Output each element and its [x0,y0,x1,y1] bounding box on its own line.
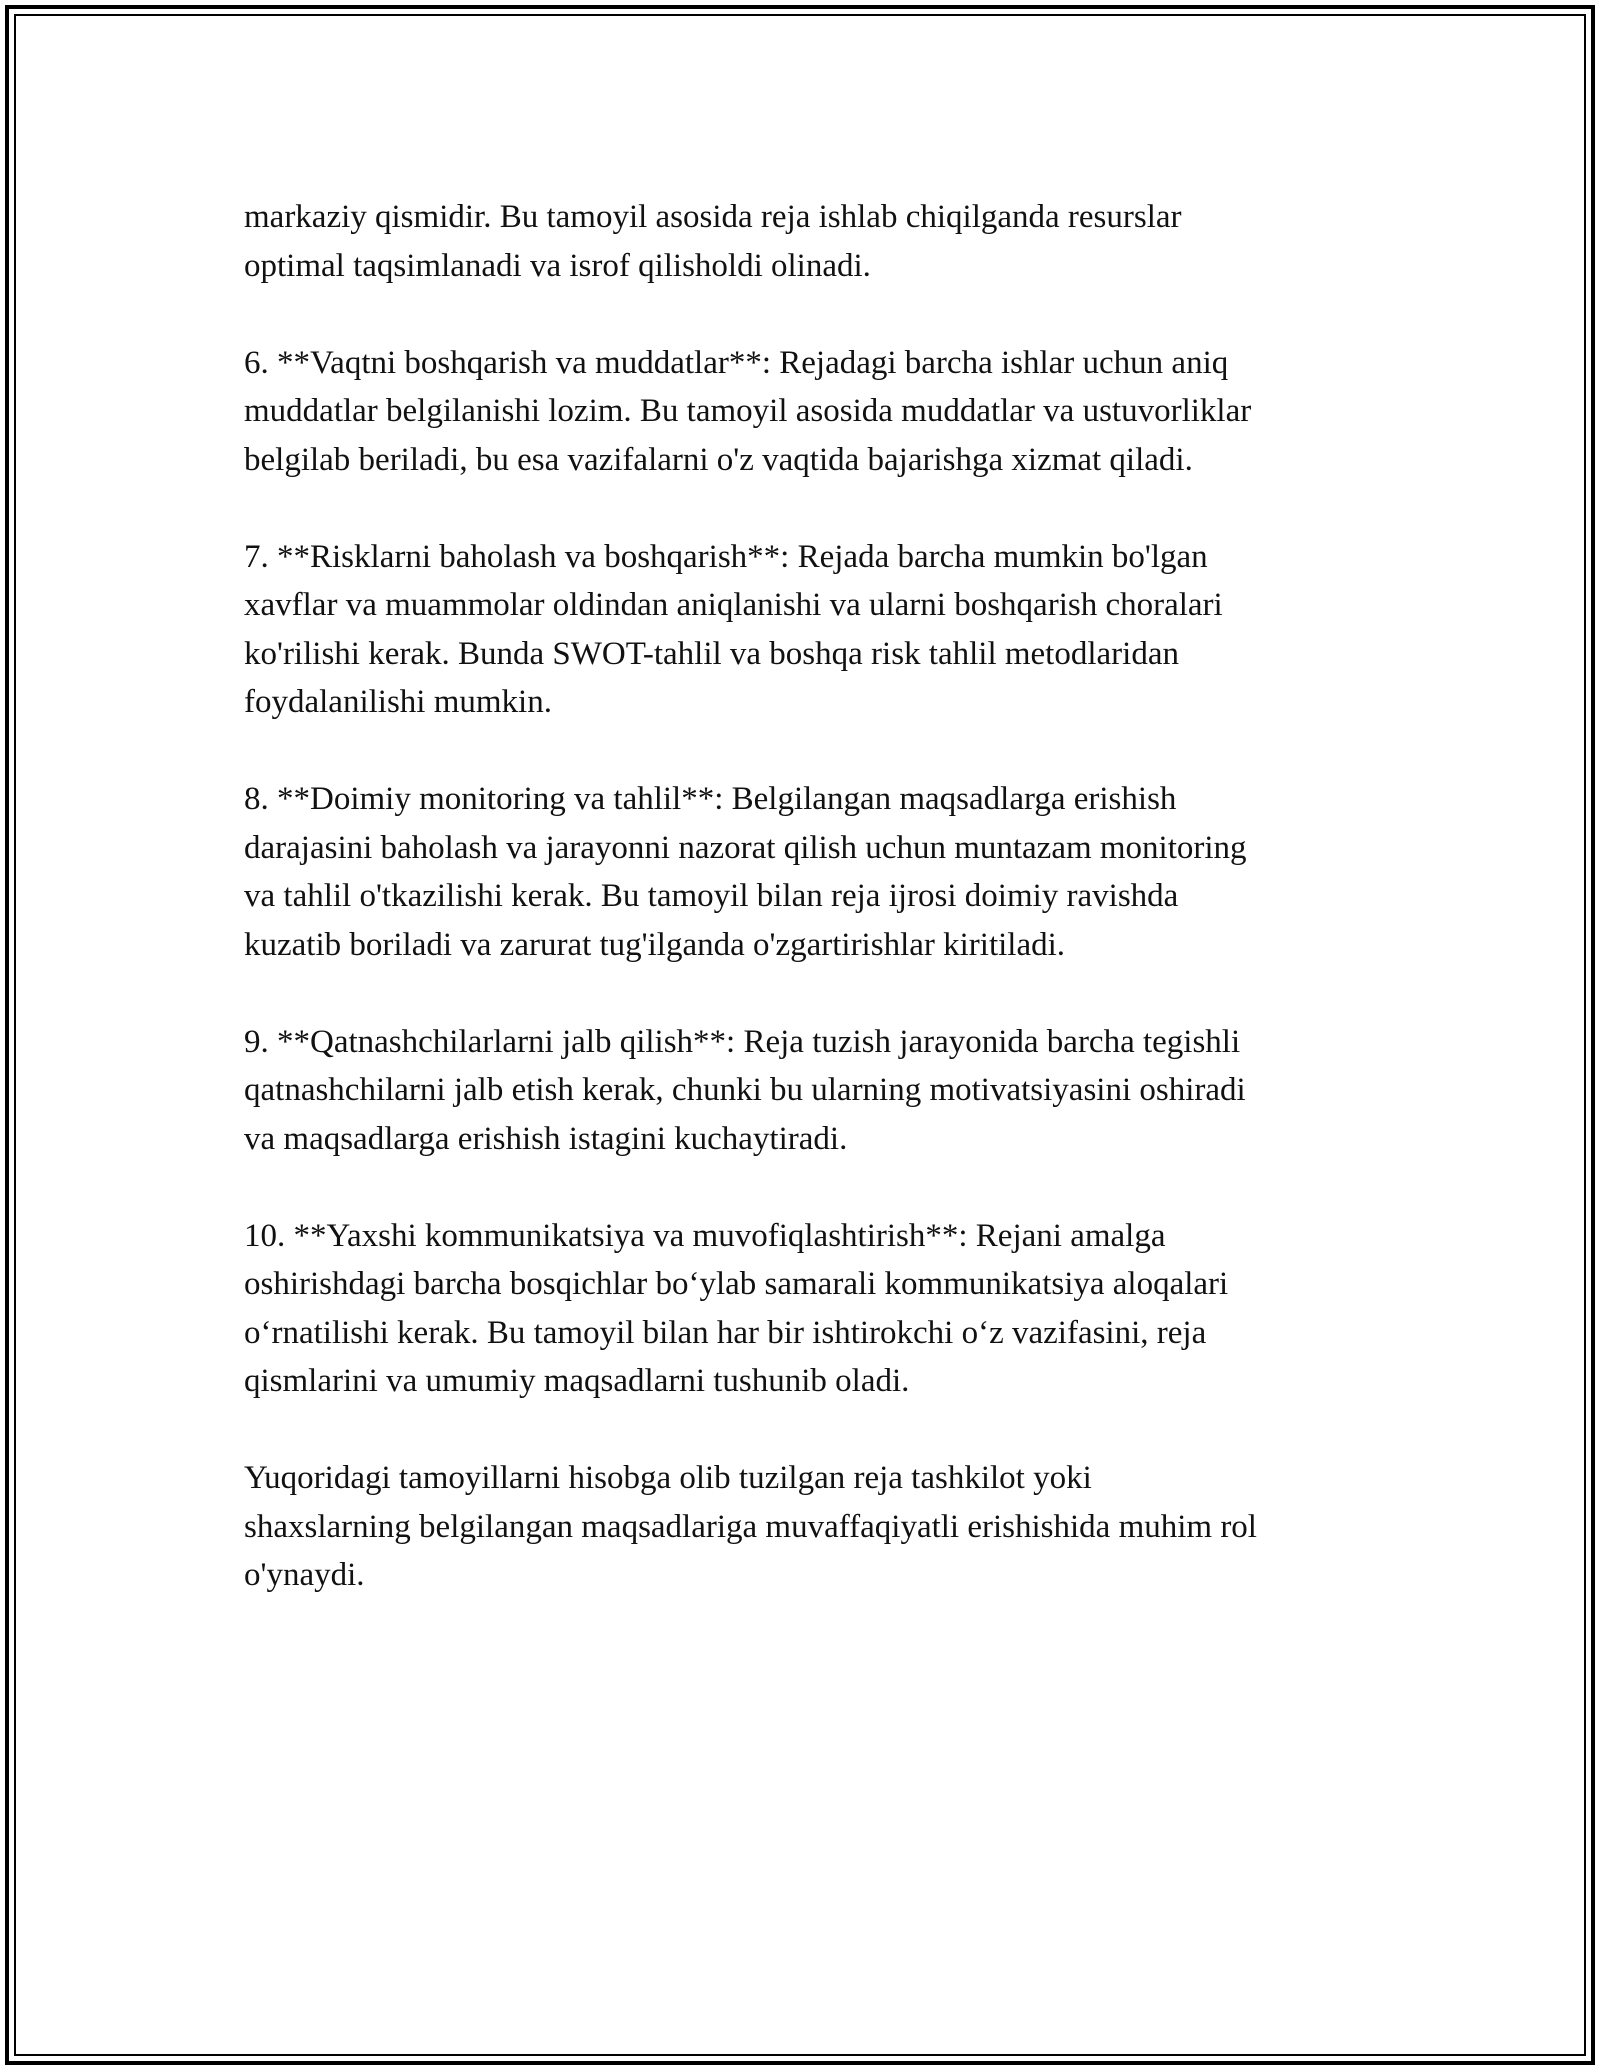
page-frame [5,5,1595,2065]
paragraph-conclusion: Yuqoridagi tamoyillarni hisobga olib tuzilgan reja tashkilot yoki shaxslarning belgilangan maqsadlariga muvaffaqiyatli erishishida muhim rol o'ynaydi. [244,1460,1257,1593]
paragraph-item-9: 9. **Qatnashchilarlarni jalb qilish**: Reja tuzish jarayonida barcha tegishli qatnashchilarni jalb etish kerak, chunki bu ularning motivatsiyasini oshiradi va maqsadlarga erishish istagini kuchaytiradi. [244,1023,1246,1157]
paragraph-item-6: 6. **Vaqtni boshqarish va muddatlar**: Rejadagi barcha ishlar uchun aniq muddatlar belgilanishi lozim. Bu tamoyil asosida muddatlar va ustuvorliklar belgilab beriladi, bu esa vazifalarni o'z vaqtida bajarishga xizmat qiladi. [244,344,1252,478]
paragraph-item-8: 8. **Doimiy monitoring va tahlil**: Belgilangan maqsadlarga erishish darajasini baholash va jarayonni nazorat qilish uchun muntazam monitoring va tahlil o'tkazilishi kerak. Bu tamoyil bilan reja ijrosi doimiy ravishda kuzatib boriladi va zarurat tug'ilganda o'zgartirishlar kiritiladi. [244,781,1247,963]
paragraph-item-7: 7. **Risklarni baholash va boshqarish**: Rejada barcha mumkin bo'lgan xavflar va muammolar oldindan aniqlanishi va ularni boshqarish choralari ko'rilishi kerak. Bunda SWOT-tahlil va boshqa risk tahlil metodlaridan foydalanilishi mumkin. [244,538,1223,720]
document-body [244,193,1394,1648]
paragraph-continuation: markaziy qismidir. Bu tamoyil asosida reja ishlab chiqilganda resurslar optimal taqsimlanadi va isrof qilisholdi olinadi. [244,199,1182,284]
paragraph-item-10: 10. **Yaxshi kommunikatsiya va muvofiqlashtirish**: Rejani amalga oshirishdagi barcha bosqichlar bo‘ylab samarali kommunikatsiya aloqalari o‘rnatilishi kerak. Bu tamoyil bilan har bir ishtirokchi o‘z vazifasini, reja qismlarini va umumiy maqsadlarni tushunib oladi. [244,1217,1229,1399]
